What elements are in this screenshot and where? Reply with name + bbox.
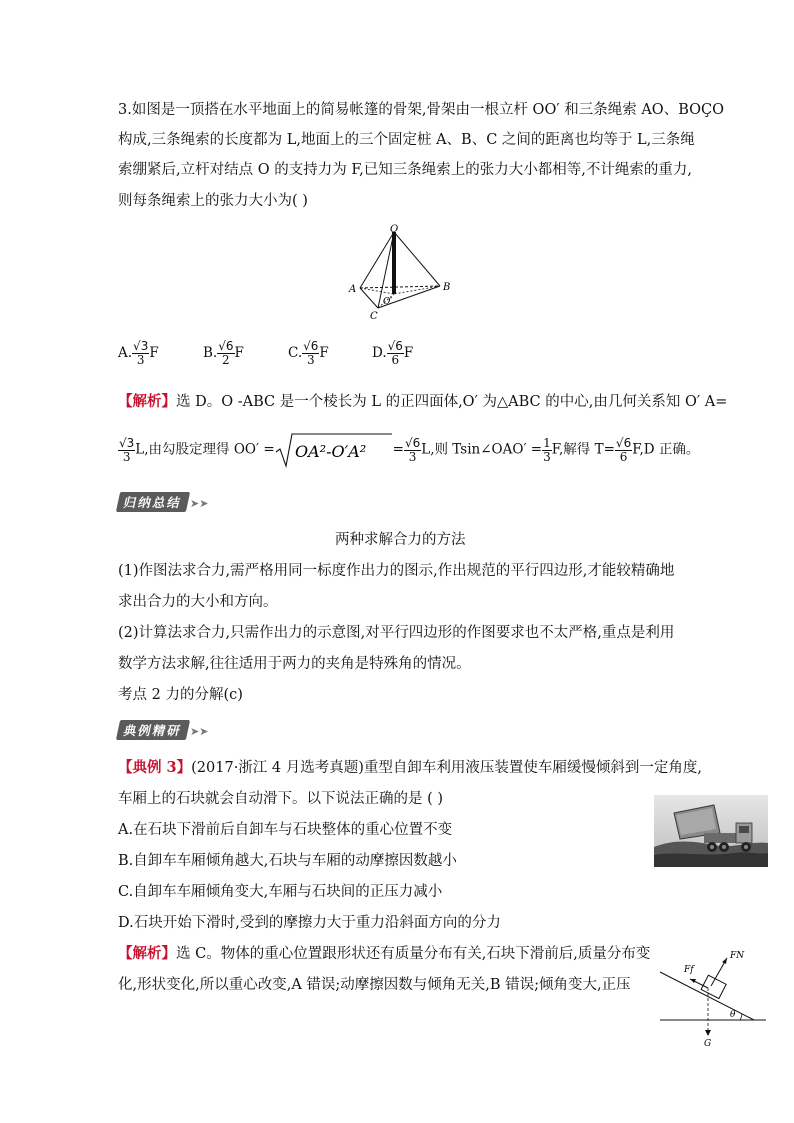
example-line-1 <box>118 758 702 778</box>
option-b <box>203 340 244 367</box>
option-c-num: √6 <box>303 339 319 353</box>
summary-line-4: 数学方法求解,往往适用于两力的夹角是特殊角的情况。 <box>118 656 471 672</box>
example-analysis-text-1: 选 C。物体的重心位置跟形状还有质量分布有关,石块下滑前后,质量分布变 <box>176 946 651 962</box>
example-option-b: B.自卸车车厢倾角越大,石块与车厢的动摩擦因数越小 <box>118 853 457 869</box>
topic-heading: 考点 2 力的分解(c) <box>118 687 243 703</box>
frac1-num: √3 <box>119 435 135 450</box>
frac1-den: 3 <box>122 449 131 464</box>
frac4-den: 6 <box>619 449 628 464</box>
option-a-fraction <box>132 340 149 367</box>
summary-line-2: 求出合力的大小和方向。 <box>118 594 278 610</box>
analysis-t1: L,由勾股定理得 OO′ = <box>135 441 275 458</box>
analysis-text-1: 选 D。O -ABC 是一个棱长为 L 的正四面体,O′ 为△ABC 的中心,由几何关系知 O′ A= <box>176 394 728 410</box>
option-d-letter: D. <box>372 345 387 361</box>
label-c: C <box>370 311 378 322</box>
frac2-num: √6 <box>404 435 421 450</box>
analysis-t5: F,D 正确。 <box>632 441 700 458</box>
example-option-a: A.在石块下滑前后自卸车与石块整体的重心位置不变 <box>118 822 453 838</box>
dump-truck-photo <box>654 795 768 867</box>
option-a-den: 3 <box>136 353 145 367</box>
analysis-frac-3 <box>542 437 552 464</box>
question-3-line-2: 构成,三条绳索的长度都为 L,地面上的三个固定桩 A、B、C 之间的距离也均等于 L,三条绳 <box>118 132 695 148</box>
frac2-den: 3 <box>408 449 417 464</box>
option-d-fraction <box>387 340 404 367</box>
example-badge-wrap <box>118 720 208 740</box>
analysis-t3: L,则 Tsin∠OAO′ = <box>421 441 543 458</box>
question-3-line-1: 3.如图是一顶搭在水平地面上的简易帐篷的骨架,骨架由一根立杆 OO′ 和三条绳索 AO、BOÇO <box>118 102 724 118</box>
radical-expression <box>275 432 393 468</box>
option-d-den: 6 <box>391 353 400 367</box>
question-3-line-4: 则每条绳索上的张力大小为( ) <box>118 193 308 209</box>
example-analysis-line-2: 化,形状变化,所以重心改变,A 错误;动摩擦因数与倾角无关,B 错误;倾角变大,正压 <box>118 977 631 993</box>
label-ff: Ff <box>684 965 694 975</box>
label-g: G <box>704 1039 712 1048</box>
label-o: O <box>390 224 399 235</box>
frac4-num: √6 <box>615 435 632 450</box>
analysis-t2: = <box>392 441 404 458</box>
incline-force-diagram <box>656 948 768 1048</box>
option-c-letter: C. <box>288 345 303 361</box>
question-3-line-3: 索绷紧后,立杆对结点 O 的支持力为 F,已知三条绳索上的张力大小都相等,不计绳索的重力, <box>118 162 692 178</box>
example-analysis-label: 【解析】 <box>118 945 176 962</box>
label-o-prime: O′ <box>383 297 393 307</box>
option-a-num: √3 <box>133 339 149 353</box>
badge-arrow-icon: ➤➤ <box>190 725 209 738</box>
label-fn: FN <box>730 951 745 961</box>
analysis-frac-2 <box>404 437 421 464</box>
analysis-label: 【解析】 <box>118 393 176 410</box>
radicand: OA²-O′A² <box>294 442 366 461</box>
option-d <box>372 340 413 367</box>
radical-sign <box>275 432 393 468</box>
example-text-1: (2017·浙江 4 月选考真题)重型自卸车利用液压装置使车厢缓慢倾斜到一定角度, <box>191 760 703 776</box>
option-b-num: √6 <box>218 339 234 353</box>
label-b: B <box>443 282 451 293</box>
summary-title: 两种求解合力的方法 <box>335 532 466 548</box>
example-badge: 典例精研 <box>116 720 190 740</box>
frac3-den: 3 <box>543 449 551 464</box>
analysis-line-1 <box>118 392 727 412</box>
example-option-c: C.自卸车车厢倾角变大,车厢与石块间的正压力减小 <box>118 884 443 900</box>
option-a <box>118 340 159 367</box>
option-b-fraction <box>217 340 234 367</box>
tent-tetrahedron-figure <box>340 222 460 322</box>
option-c-den: 3 <box>306 353 315 367</box>
badge-arrow-icon: ➤➤ <box>190 497 209 510</box>
option-b-den: 2 <box>222 353 230 367</box>
summary-badge: 归纳总结 <box>116 492 190 512</box>
option-d-num: √6 <box>387 339 403 353</box>
summary-line-1: (1)作图法求合力,需严格用同一标度作出力的图示,作出规范的平行四边形,才能较精确地 <box>118 563 675 579</box>
analysis-t4: F,解得 T= <box>551 441 615 458</box>
summary-line-3: (2)计算法求合力,只需作出力的示意图,对平行四边形的作图要求也不太严格,重点是利用 <box>118 625 675 641</box>
label-theta: θ <box>730 1010 736 1020</box>
analysis-frac-1 <box>118 437 135 464</box>
option-b-letter: B. <box>203 345 218 361</box>
label-a: A <box>349 284 357 295</box>
option-c-suffix: F <box>319 345 329 361</box>
example-label: 【典例 3】 <box>118 759 192 776</box>
example-analysis-line-1 <box>118 944 650 964</box>
example-option-d: D.石块开始下滑时,受到的摩擦力大于重力沿斜面方向的分力 <box>118 915 501 931</box>
frac3-num: 1 <box>543 435 551 450</box>
option-b-suffix: F <box>234 345 244 361</box>
summary-badge-wrap <box>118 492 208 512</box>
analysis-line-2 <box>118 432 699 468</box>
option-a-suffix: F <box>149 345 159 361</box>
option-c-fraction <box>302 340 319 367</box>
option-d-suffix: F <box>403 345 414 361</box>
option-c <box>288 340 329 367</box>
example-line-2: 车厢上的石块就会自动滑下。以下说法正确的是 ( ) <box>118 791 444 807</box>
option-a-letter: A. <box>118 345 133 361</box>
analysis-frac-4 <box>615 437 632 464</box>
